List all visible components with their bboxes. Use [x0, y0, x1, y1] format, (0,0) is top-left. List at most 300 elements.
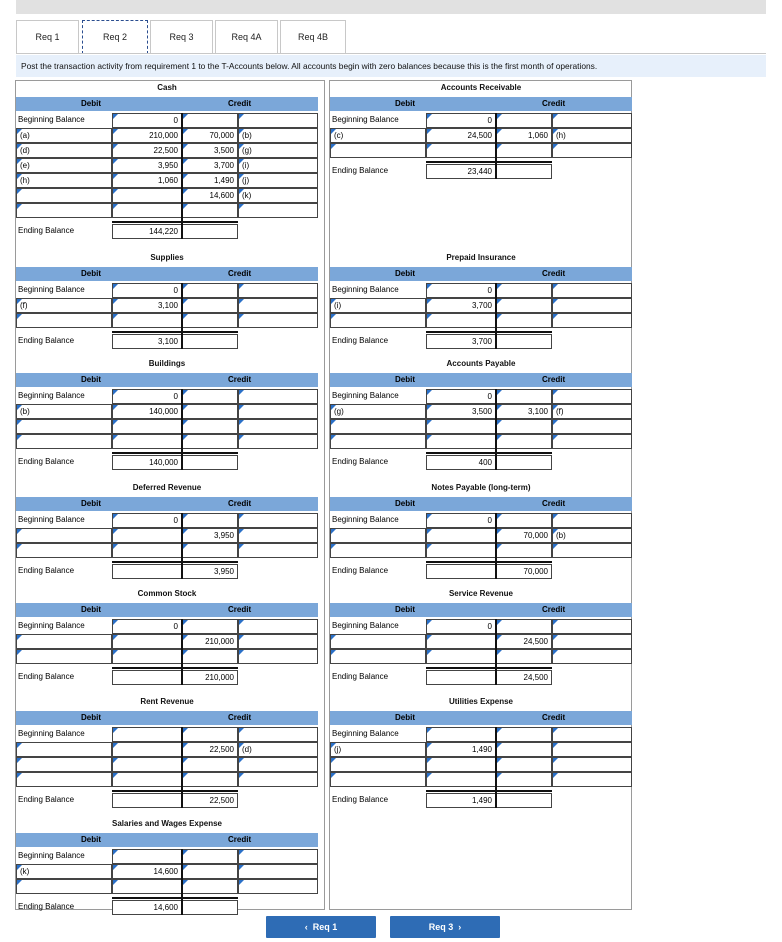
- credit-ref-select[interactable]: [238, 203, 318, 218]
- debit-amount-input[interactable]: [112, 203, 182, 218]
- credit-amount-input[interactable]: [182, 203, 238, 218]
- debit-amount-input[interactable]: 1,490: [426, 742, 496, 757]
- t-horizontal-line: [112, 452, 238, 454]
- account-title: Supplies: [150, 253, 184, 262]
- debit-ref-select[interactable]: [330, 528, 426, 543]
- entry-row: [330, 528, 632, 543]
- beginning-balance-row: [16, 849, 318, 864]
- credit-ref-select[interactable]: [238, 283, 318, 298]
- debit-ref-select[interactable]: [330, 313, 426, 328]
- entry-row: [330, 772, 632, 787]
- ending-balance-row: [16, 455, 318, 470]
- credit-label: Credit: [542, 375, 566, 384]
- ending-credit-value: [182, 224, 238, 239]
- debit-amount-input[interactable]: 22,500: [112, 143, 182, 158]
- ending-debit-value: [426, 564, 496, 579]
- debit-amount-input[interactable]: [112, 543, 182, 558]
- credit-ref-select[interactable]: [552, 649, 632, 664]
- t-account: [330, 697, 632, 827]
- credit-amount-input[interactable]: [182, 298, 238, 313]
- debit-ref-select[interactable]: (k): [16, 864, 112, 879]
- debit-amount-input[interactable]: 0: [426, 283, 496, 298]
- beginning-balance-label: Beginning Balance: [18, 391, 85, 400]
- debit-amount-input[interactable]: 3,500: [426, 404, 496, 419]
- credit-label: Credit: [542, 713, 566, 722]
- t-account: [16, 483, 318, 598]
- credit-ref-select[interactable]: [552, 389, 632, 404]
- debit-ref-select[interactable]: [16, 757, 112, 772]
- debit-amount-input[interactable]: [112, 188, 182, 203]
- ending-balance-row: [16, 224, 318, 239]
- debit-ref-select[interactable]: [16, 419, 112, 434]
- entry-row: [330, 757, 632, 772]
- debit-ref-select[interactable]: (b): [16, 404, 112, 419]
- debit-amount-input[interactable]: 3,700: [426, 298, 496, 313]
- credit-label: Credit: [542, 499, 566, 508]
- credit-amount-input[interactable]: [182, 864, 238, 879]
- debit-amount-input[interactable]: [112, 727, 182, 742]
- debit-amount-input[interactable]: 0: [426, 113, 496, 128]
- top-bar: [16, 0, 766, 14]
- credit-ref-select[interactable]: (f): [552, 404, 632, 419]
- ending-credit-value: 3,950: [182, 564, 238, 579]
- credit-amount-input[interactable]: [496, 419, 552, 434]
- t-horizontal-line: [426, 561, 552, 563]
- credit-amount-input[interactable]: [182, 649, 238, 664]
- credit-ref-select[interactable]: [552, 757, 632, 772]
- credit-ref-select[interactable]: [238, 727, 318, 742]
- debit-amount-input[interactable]: [112, 742, 182, 757]
- credit-ref-select[interactable]: [552, 298, 632, 313]
- account-title: Service Revenue: [448, 589, 514, 598]
- entry-row: [16, 188, 318, 203]
- debit-amount-input[interactable]: 3,950: [112, 158, 182, 173]
- beginning-balance-label: Beginning Balance: [18, 851, 85, 860]
- beginning-balance-row: [16, 389, 318, 404]
- debit-amount-input[interactable]: 0: [112, 513, 182, 528]
- credit-ref-select[interactable]: [238, 772, 318, 787]
- t-horizontal-line: [112, 221, 238, 223]
- tab-req-4b[interactable]: Req 4B: [280, 20, 346, 54]
- beginning-balance-label: Beginning Balance: [18, 729, 85, 738]
- debit-amount-input[interactable]: [112, 528, 182, 543]
- debit-amount-input[interactable]: [112, 649, 182, 664]
- entry-row: [16, 128, 318, 143]
- entry-row: [330, 434, 632, 449]
- ending-debit-value: 1,490: [426, 793, 496, 808]
- debit-amount-input[interactable]: [112, 434, 182, 449]
- ending-credit-value: [182, 334, 238, 349]
- credit-label: Credit: [228, 99, 252, 108]
- credit-amount-input[interactable]: [496, 434, 552, 449]
- tab-req-2[interactable]: Req 2: [82, 20, 148, 54]
- credit-amount-input[interactable]: [496, 283, 552, 298]
- debit-ref-select[interactable]: (j): [330, 742, 426, 757]
- debit-ref-select[interactable]: [16, 434, 112, 449]
- entry-row: [330, 298, 632, 313]
- t-account: [16, 83, 318, 258]
- t-vertical-line: [181, 727, 183, 808]
- entry-row: [16, 879, 318, 894]
- debit-label: Debit: [81, 375, 101, 384]
- credit-amount-input[interactable]: [182, 404, 238, 419]
- debit-ref-select[interactable]: (a): [16, 128, 112, 143]
- beginning-balance-label: Beginning Balance: [18, 515, 85, 524]
- debit-label: Debit: [81, 835, 101, 844]
- debit-ref-select[interactable]: (g): [330, 404, 426, 419]
- credit-amount-input[interactable]: [182, 113, 238, 128]
- debit-ref-select[interactable]: [330, 434, 426, 449]
- credit-amount-input[interactable]: [182, 619, 238, 634]
- debit-ref-select[interactable]: [330, 649, 426, 664]
- tab-req-4a[interactable]: Req 4A: [215, 20, 278, 54]
- credit-amount-input[interactable]: [496, 619, 552, 634]
- credit-label: Credit: [228, 713, 252, 722]
- debit-ref-select[interactable]: [16, 188, 112, 203]
- beginning-balance-row: [330, 389, 632, 404]
- debit-amount-input[interactable]: [426, 543, 496, 558]
- debit-credit-header: [330, 97, 632, 111]
- credit-amount-input[interactable]: [182, 513, 238, 528]
- t-horizontal-line: [426, 790, 552, 792]
- credit-ref-select[interactable]: [552, 113, 632, 128]
- ending-balance-label: Ending Balance: [332, 672, 389, 681]
- debit-amount-input[interactable]: [426, 528, 496, 543]
- t-horizontal-line: [112, 790, 238, 792]
- ending-debit-value: [112, 793, 182, 808]
- ending-balance-label: Ending Balance: [18, 336, 75, 345]
- t-account: [330, 483, 632, 598]
- entry-row: [330, 143, 632, 158]
- debit-ref-select[interactable]: (h): [16, 173, 112, 188]
- debit-amount-input[interactable]: [426, 772, 496, 787]
- credit-ref-select[interactable]: (h): [552, 128, 632, 143]
- ending-balance-row: [330, 670, 632, 685]
- debit-label: Debit: [81, 605, 101, 614]
- entry-row: [16, 543, 318, 558]
- debit-credit-header: [16, 711, 318, 725]
- credit-ref-select[interactable]: [238, 419, 318, 434]
- credit-ref-select[interactable]: (i): [238, 158, 318, 173]
- debit-credit-header: [16, 833, 318, 847]
- credit-label: Credit: [228, 375, 252, 384]
- debit-amount-input[interactable]: 210,000: [112, 128, 182, 143]
- t-account: [16, 359, 318, 489]
- ending-balance-label: Ending Balance: [18, 226, 75, 235]
- credit-ref-select[interactable]: [552, 143, 632, 158]
- debit-amount-input[interactable]: [426, 313, 496, 328]
- debit-ref-select[interactable]: [16, 772, 112, 787]
- credit-ref-select[interactable]: [238, 849, 318, 864]
- debit-amount-input[interactable]: [426, 143, 496, 158]
- credit-ref-select[interactable]: [238, 513, 318, 528]
- debit-amount-input[interactable]: [112, 879, 182, 894]
- credit-amount-input[interactable]: [496, 543, 552, 558]
- debit-ref-select[interactable]: [330, 143, 426, 158]
- t-horizontal-line: [426, 331, 552, 333]
- ending-debit-value: [426, 670, 496, 685]
- prev-button[interactable]: ‹ Req 1: [266, 916, 376, 938]
- debit-ref-select[interactable]: [16, 313, 112, 328]
- credit-amount-input[interactable]: 70,000: [496, 528, 552, 543]
- t-horizontal-line: [426, 161, 552, 163]
- entry-row: [16, 158, 318, 173]
- debit-ref-select[interactable]: [16, 528, 112, 543]
- credit-amount-input[interactable]: 3,700: [182, 158, 238, 173]
- t-horizontal-line: [112, 897, 238, 899]
- account-title: Common Stock: [137, 589, 197, 598]
- ending-balance-row: [330, 793, 632, 808]
- ending-balance-label: Ending Balance: [18, 902, 75, 911]
- beginning-balance-row: [16, 619, 318, 634]
- beginning-balance-label: Beginning Balance: [332, 115, 399, 124]
- debit-ref-select[interactable]: (e): [16, 158, 112, 173]
- beginning-balance-label: Beginning Balance: [332, 285, 399, 294]
- credit-amount-input[interactable]: [496, 113, 552, 128]
- next-button[interactable]: Req 3 ›: [390, 916, 500, 938]
- credit-amount-input[interactable]: [182, 879, 238, 894]
- ending-credit-value: [182, 900, 238, 915]
- t-account: [330, 359, 632, 489]
- credit-ref-select[interactable]: [238, 528, 318, 543]
- next-button-label: Req 3: [428, 922, 454, 932]
- ending-debit-value: 400: [426, 455, 496, 470]
- credit-ref-select[interactable]: [552, 419, 632, 434]
- credit-amount-input[interactable]: [496, 313, 552, 328]
- debit-credit-header: [330, 497, 632, 511]
- credit-ref-select[interactable]: (d): [238, 742, 318, 757]
- debit-amount-input[interactable]: [112, 419, 182, 434]
- debit-amount-input[interactable]: [112, 313, 182, 328]
- debit-ref-select[interactable]: [330, 772, 426, 787]
- debit-ref-select[interactable]: (f): [16, 298, 112, 313]
- credit-ref-select[interactable]: [552, 619, 632, 634]
- account-title: Rent Revenue: [140, 697, 194, 706]
- debit-ref-select[interactable]: [16, 742, 112, 757]
- t-account: [330, 253, 632, 368]
- credit-ref-select[interactable]: (k): [238, 188, 318, 203]
- t-vertical-line: [181, 513, 183, 579]
- t-vertical-line: [495, 727, 497, 808]
- beginning-balance-label: Beginning Balance: [332, 729, 399, 738]
- debit-label: Debit: [395, 269, 415, 278]
- credit-amount-input[interactable]: 210,000: [182, 634, 238, 649]
- debit-ref-select[interactable]: (d): [16, 143, 112, 158]
- credit-amount-input[interactable]: [496, 649, 552, 664]
- credit-amount-input[interactable]: 3,500: [182, 143, 238, 158]
- t-vertical-line: [181, 619, 183, 685]
- credit-amount-input[interactable]: [182, 543, 238, 558]
- credit-ref-select[interactable]: [552, 772, 632, 787]
- debit-ref-select[interactable]: [16, 649, 112, 664]
- entry-row: [330, 313, 632, 328]
- account-title: Notes Payable (long-term): [431, 483, 531, 492]
- credit-label: Credit: [228, 269, 252, 278]
- debit-ref-select[interactable]: [16, 879, 112, 894]
- t-horizontal-line: [426, 667, 552, 669]
- credit-amount-input[interactable]: 3,100: [496, 404, 552, 419]
- debit-amount-input[interactable]: [426, 419, 496, 434]
- credit-amount-input[interactable]: [182, 313, 238, 328]
- debit-amount-input[interactable]: [112, 757, 182, 772]
- debit-ref-select[interactable]: [330, 757, 426, 772]
- credit-ref-select[interactable]: [238, 879, 318, 894]
- beginning-balance-label: Beginning Balance: [332, 515, 399, 524]
- debit-ref-select[interactable]: [330, 419, 426, 434]
- debit-amount-input[interactable]: 140,000: [112, 404, 182, 419]
- credit-ref-select[interactable]: [552, 283, 632, 298]
- debit-ref-select[interactable]: [16, 543, 112, 558]
- credit-amount-input[interactable]: [182, 283, 238, 298]
- credit-amount-input[interactable]: [496, 298, 552, 313]
- debit-amount-input[interactable]: 0: [112, 389, 182, 404]
- debit-amount-input[interactable]: 3,100: [112, 298, 182, 313]
- account-title: Accounts Receivable: [440, 83, 522, 92]
- credit-amount-input[interactable]: [182, 389, 238, 404]
- t-account: [330, 589, 632, 704]
- debit-credit-header: [330, 711, 632, 725]
- credit-ref-select[interactable]: [552, 543, 632, 558]
- beginning-balance-label: Beginning Balance: [18, 621, 85, 630]
- debit-amount-input[interactable]: 0: [426, 513, 496, 528]
- debit-label: Debit: [395, 99, 415, 108]
- credit-ref-select[interactable]: [552, 742, 632, 757]
- credit-amount-input[interactable]: [496, 727, 552, 742]
- credit-ref-select[interactable]: [238, 389, 318, 404]
- credit-ref-select[interactable]: [238, 434, 318, 449]
- debit-ref-select[interactable]: [330, 543, 426, 558]
- entry-row: [16, 528, 318, 543]
- ending-debit-value: [112, 670, 182, 685]
- debit-amount-input[interactable]: [112, 634, 182, 649]
- debit-amount-input[interactable]: 0: [426, 389, 496, 404]
- credit-amount-input[interactable]: [496, 757, 552, 772]
- debit-amount-input[interactable]: [426, 757, 496, 772]
- beginning-balance-label: Beginning Balance: [18, 285, 85, 294]
- credit-ref-select[interactable]: [552, 634, 632, 649]
- credit-amount-input[interactable]: [182, 434, 238, 449]
- debit-amount-input[interactable]: 0: [112, 619, 182, 634]
- credit-ref-select[interactable]: [238, 864, 318, 879]
- credit-ref-select[interactable]: (b): [552, 528, 632, 543]
- credit-ref-select[interactable]: [238, 619, 318, 634]
- credit-amount-input[interactable]: [182, 849, 238, 864]
- credit-amount-input[interactable]: [496, 742, 552, 757]
- ending-balance-row: [16, 793, 318, 808]
- credit-ref-select[interactable]: [238, 649, 318, 664]
- credit-amount-input[interactable]: 1,060: [496, 128, 552, 143]
- beginning-balance-row: [330, 513, 632, 528]
- t-horizontal-line: [112, 561, 238, 563]
- credit-ref-select[interactable]: (b): [238, 128, 318, 143]
- debit-amount-input[interactable]: 14,600: [112, 864, 182, 879]
- credit-amount-input[interactable]: 14,600: [182, 188, 238, 203]
- credit-ref-select[interactable]: [552, 513, 632, 528]
- debit-amount-input[interactable]: 0: [112, 283, 182, 298]
- account-title: Prepaid Insurance: [446, 253, 516, 262]
- debit-ref-select[interactable]: [16, 634, 112, 649]
- beginning-balance-row: [16, 513, 318, 528]
- debit-amount-input[interactable]: [426, 649, 496, 664]
- credit-amount-input[interactable]: [496, 143, 552, 158]
- debit-credit-header: [330, 373, 632, 387]
- debit-amount-input[interactable]: [112, 849, 182, 864]
- debit-amount-input[interactable]: [112, 772, 182, 787]
- beginning-balance-row: [330, 113, 632, 128]
- t-account: [16, 697, 318, 827]
- tab-req-3[interactable]: Req 3: [150, 20, 213, 54]
- entry-row: [16, 313, 318, 328]
- credit-ref-select[interactable]: (j): [238, 173, 318, 188]
- ending-balance-label: Ending Balance: [332, 166, 389, 175]
- credit-ref-select[interactable]: [552, 727, 632, 742]
- credit-amount-input[interactable]: 3,950: [182, 528, 238, 543]
- credit-ref-select[interactable]: [238, 757, 318, 772]
- debit-amount-input[interactable]: 24,500: [426, 128, 496, 143]
- account-title: Deferred Revenue: [132, 483, 202, 492]
- credit-ref-select[interactable]: [238, 404, 318, 419]
- debit-ref-select[interactable]: (c): [330, 128, 426, 143]
- instruction-banner: Post the transaction activity from requirement 1 to the T-Accounts below. All accounts begin with zero balances because this is the first month of operations.: [16, 55, 766, 77]
- credit-ref-select[interactable]: [552, 313, 632, 328]
- debit-credit-header: [16, 97, 318, 111]
- tab-req-1[interactable]: Req 1: [16, 20, 79, 54]
- credit-ref-select[interactable]: [238, 113, 318, 128]
- credit-amount-input[interactable]: 70,000: [182, 128, 238, 143]
- credit-ref-select[interactable]: [238, 298, 318, 313]
- entry-row: [16, 404, 318, 419]
- credit-amount-input[interactable]: [182, 772, 238, 787]
- debit-ref-select[interactable]: [330, 634, 426, 649]
- debit-amount-input[interactable]: [426, 727, 496, 742]
- ending-debit-value: [112, 564, 182, 579]
- entry-row: [330, 543, 632, 558]
- debit-amount-input[interactable]: 0: [426, 619, 496, 634]
- credit-amount-input[interactable]: [496, 772, 552, 787]
- credit-ref-select[interactable]: [238, 634, 318, 649]
- entry-row: [16, 757, 318, 772]
- ending-credit-value: 24,500: [496, 670, 552, 685]
- ending-credit-value: [496, 793, 552, 808]
- debit-credit-header: [16, 373, 318, 387]
- debit-amount-input[interactable]: 0: [112, 113, 182, 128]
- credit-ref-select[interactable]: (g): [238, 143, 318, 158]
- credit-amount-input[interactable]: [496, 513, 552, 528]
- entry-row: [16, 143, 318, 158]
- debit-ref-select[interactable]: [16, 203, 112, 218]
- debit-amount-input[interactable]: [426, 634, 496, 649]
- credit-ref-select[interactable]: [238, 313, 318, 328]
- credit-amount-input[interactable]: [496, 389, 552, 404]
- debit-credit-header: [16, 603, 318, 617]
- credit-amount-input[interactable]: 22,500: [182, 742, 238, 757]
- debit-ref-select[interactable]: (i): [330, 298, 426, 313]
- t-vertical-line: [181, 389, 183, 470]
- ending-balance-label: Ending Balance: [332, 566, 389, 575]
- ending-balance-label: Ending Balance: [332, 457, 389, 466]
- credit-amount-input[interactable]: [182, 757, 238, 772]
- credit-amount-input[interactable]: [182, 419, 238, 434]
- debit-amount-input[interactable]: [426, 434, 496, 449]
- t-vertical-line: [181, 283, 183, 349]
- credit-ref-select[interactable]: [238, 543, 318, 558]
- credit-ref-select[interactable]: [552, 434, 632, 449]
- credit-amount-input[interactable]: 24,500: [496, 634, 552, 649]
- credit-label: Credit: [228, 605, 252, 614]
- credit-amount-input[interactable]: [182, 727, 238, 742]
- credit-amount-input[interactable]: 1,490: [182, 173, 238, 188]
- debit-amount-input[interactable]: 1,060: [112, 173, 182, 188]
